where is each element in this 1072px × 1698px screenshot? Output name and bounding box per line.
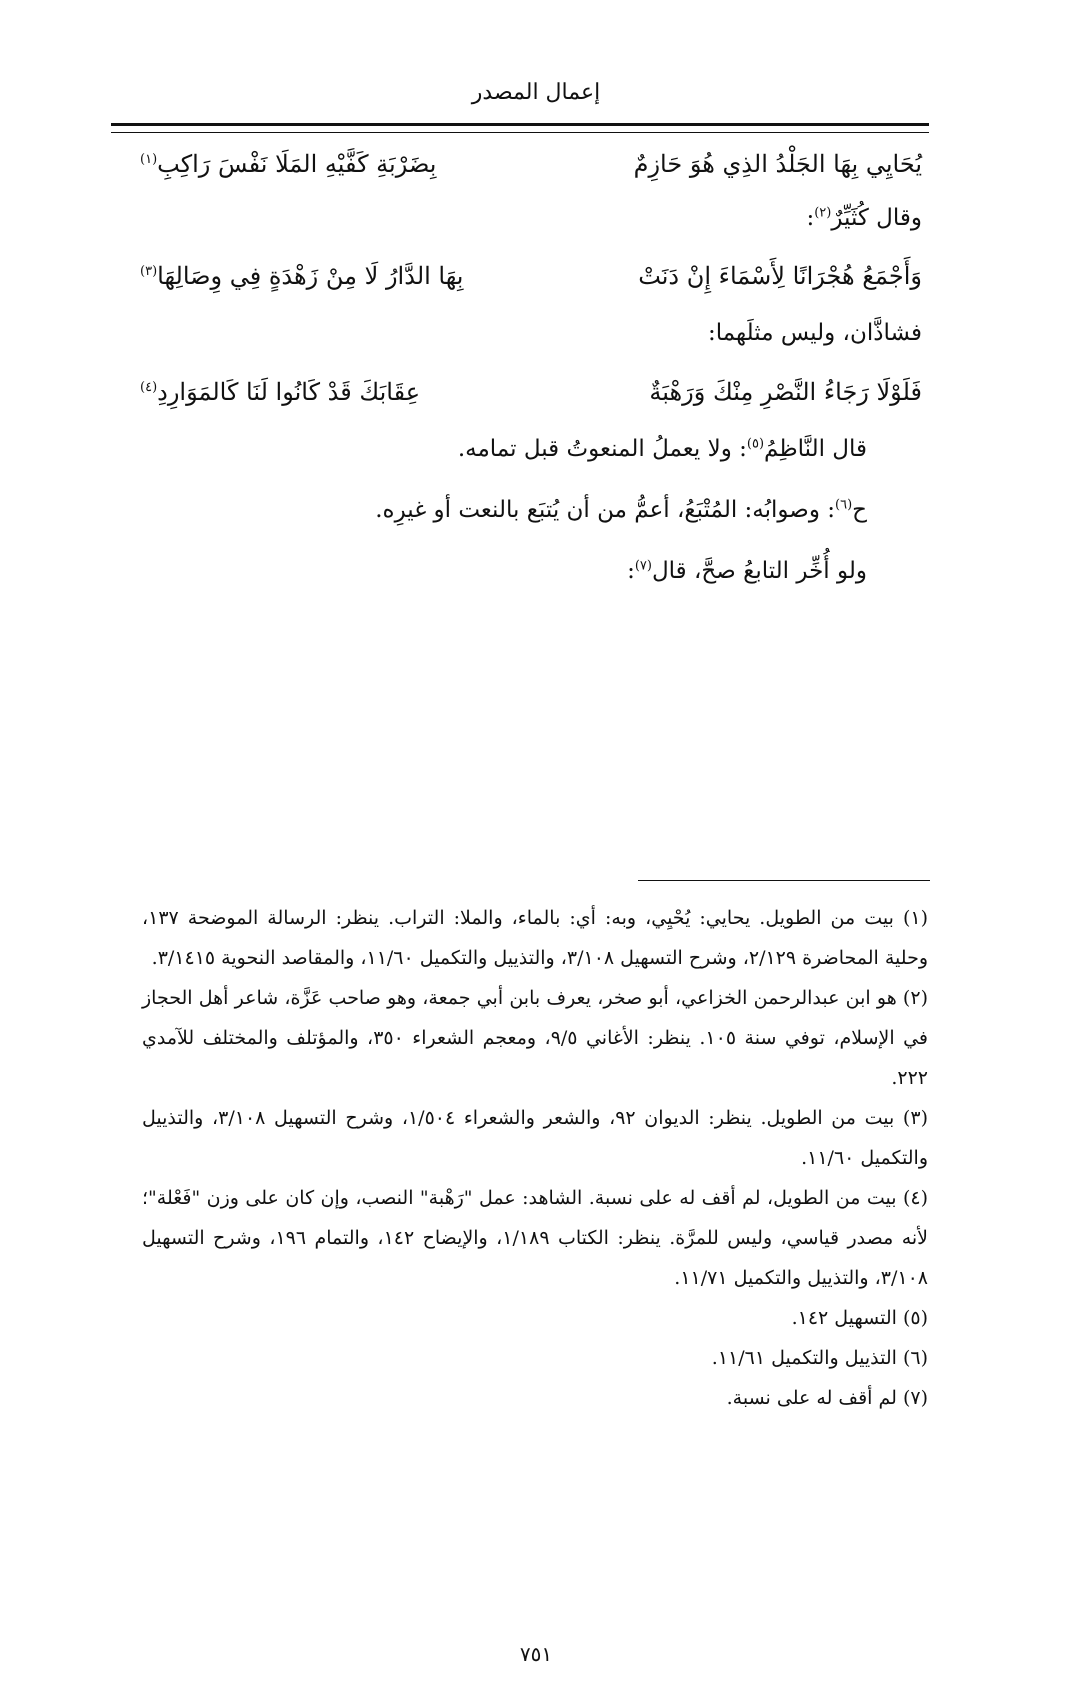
footnote-5: (٥) التسهيل ١٤٢. bbox=[791, 1307, 928, 1329]
verse-2-second-hemistich-text: بِهَا الدَّارُ لَا مِنْ زَهْدَةٍ فِي وِصَالِهَا bbox=[157, 262, 464, 290]
verse-3 bbox=[140, 378, 922, 418]
verse-2-first-hemistich: وَأَجْمَعُ هُجْرَانًا لِأَسْمَاءَ إِنْ دَنَتْ bbox=[638, 262, 922, 290]
footnote-separator bbox=[638, 880, 930, 881]
law-colon: : bbox=[627, 558, 635, 584]
page-number: ٧٥١ bbox=[519, 1642, 553, 1666]
verse-1-second-hemistich bbox=[140, 150, 436, 178]
nazim-text: : ولا يعملُ المنعوتُ قبل تمامه. bbox=[457, 436, 747, 462]
verse-1-first-hemistich: يُحَايِي بِهَا الجَلْدُ الذِي هُوَ حَازِمٌ bbox=[633, 150, 922, 178]
running-header: إعمال المصدر bbox=[471, 80, 601, 105]
footnote-ref-6: (٦) bbox=[835, 497, 853, 513]
footnote-6: (٦) التذييل والتكميل ١١/٦١. bbox=[711, 1347, 928, 1369]
footnote-ref-5: (٥) bbox=[746, 436, 765, 452]
footnote-ref-7: (٧) bbox=[634, 558, 652, 574]
prose-kuthayyir bbox=[140, 205, 922, 231]
verse-3-second-hemistich-text: عِقَابَكَ قَدْ كَانُوا لَنَا كَالمَوَارِدِ bbox=[157, 378, 421, 406]
footnote-1: (١) بيت من الطويل. يحايي: يُحْيِي، وبه: أي: بالماء، والملا: التراب. ينظر: الرسالة الموضحة ١٣٧، وحلية المحاضرة ٢/١٢٩، وشرح التسهيل ٣/١٠٨، والتذييل والتكميل ١١/٦٠، والمقاصد النحوية ٣/١٤١٥. bbox=[142, 907, 928, 969]
footnote-7: (٧) لم أقف له على نسبة. bbox=[726, 1387, 928, 1409]
ha-text: : وصوابُه: المُتْبَعُ، أعمُّ من أن يُتبَع بالنعت أو غيرِه. bbox=[375, 497, 835, 523]
footnote-2: (٢) هو ابن عبدالرحمن الخزاعي، أبو صخر، يعرف بابن أبي جمعة، وهو صاحب عَزَّة، شاعر أهل الحجاز في الإسلام، توفي سنة ١٠٥. ينظر: الأغاني ٩/٥، ومعجم الشعراء ٣٥٠، والمؤتلف والمختلف للآمدي ٢٢٢. bbox=[142, 987, 928, 1089]
verse-1-second-hemistich-text: بِضَرْبَةِ كَفَّيْهِ المَلَا نَفْسَ رَاكِبِ bbox=[157, 150, 437, 178]
kuthayyir-text: وقال كُثَيِّرٌ bbox=[831, 205, 922, 231]
ha-label: ح bbox=[852, 497, 867, 523]
footnotes bbox=[142, 898, 928, 1418]
kuthayyir-colon: : bbox=[806, 205, 815, 231]
footnote-3: (٣) بيت من الطويل. ينظر: الديوان ٩٢، والشعر والشعراء ١/٥٠٤، وشرح التسهيل ٣/١٠٨، والتذييل والتكميل ١١/٦٠. bbox=[142, 1107, 928, 1169]
verse-1 bbox=[140, 150, 922, 190]
header-rule-thin bbox=[111, 132, 929, 133]
prose-law bbox=[140, 558, 867, 584]
header-rule-thick bbox=[111, 123, 929, 126]
prose-shadhdhan: فشاذَّان، وليس مثلَهما: bbox=[708, 320, 922, 346]
footnote-ref-2: (٢) bbox=[814, 205, 832, 221]
footnote-4: (٤) بيت من الطويل، لم أقف له على نسبة. الشاهد: عمل "رَهْبة" النصب، وإن كان على وزن "فَعْلة"؛ لأنه مصدر قياسي، وليس للمرَّة. ينظر: الكتاب ١/١٨٩، والإيضاح ١٤٢، والتمام ١٩٦، وشرح التسهيل ٣/١٠٨، والتذييل والتكميل ١١/٧١. bbox=[142, 1187, 929, 1289]
prose-ha bbox=[140, 497, 867, 523]
verse-2-second-hemistich bbox=[140, 262, 463, 290]
verse-3-first-hemistich: فَلَوْلَا رَجَاءُ النَّصْرِ مِنْكَ وَرَهْبَةٌ bbox=[649, 378, 922, 406]
law-text: ولو أُخِّر التابعُ صحَّ، قال bbox=[651, 558, 867, 584]
footnote-ref-4: (٤) bbox=[140, 380, 158, 395]
nazim-label: قال النَّاظِمُ bbox=[764, 436, 867, 462]
footnote-ref-1: (١) bbox=[140, 152, 158, 167]
verse-3-second-hemistich bbox=[140, 378, 420, 406]
verse-2 bbox=[140, 262, 922, 302]
footnote-ref-3: (٣) bbox=[140, 264, 158, 279]
prose-nazim bbox=[140, 436, 867, 462]
